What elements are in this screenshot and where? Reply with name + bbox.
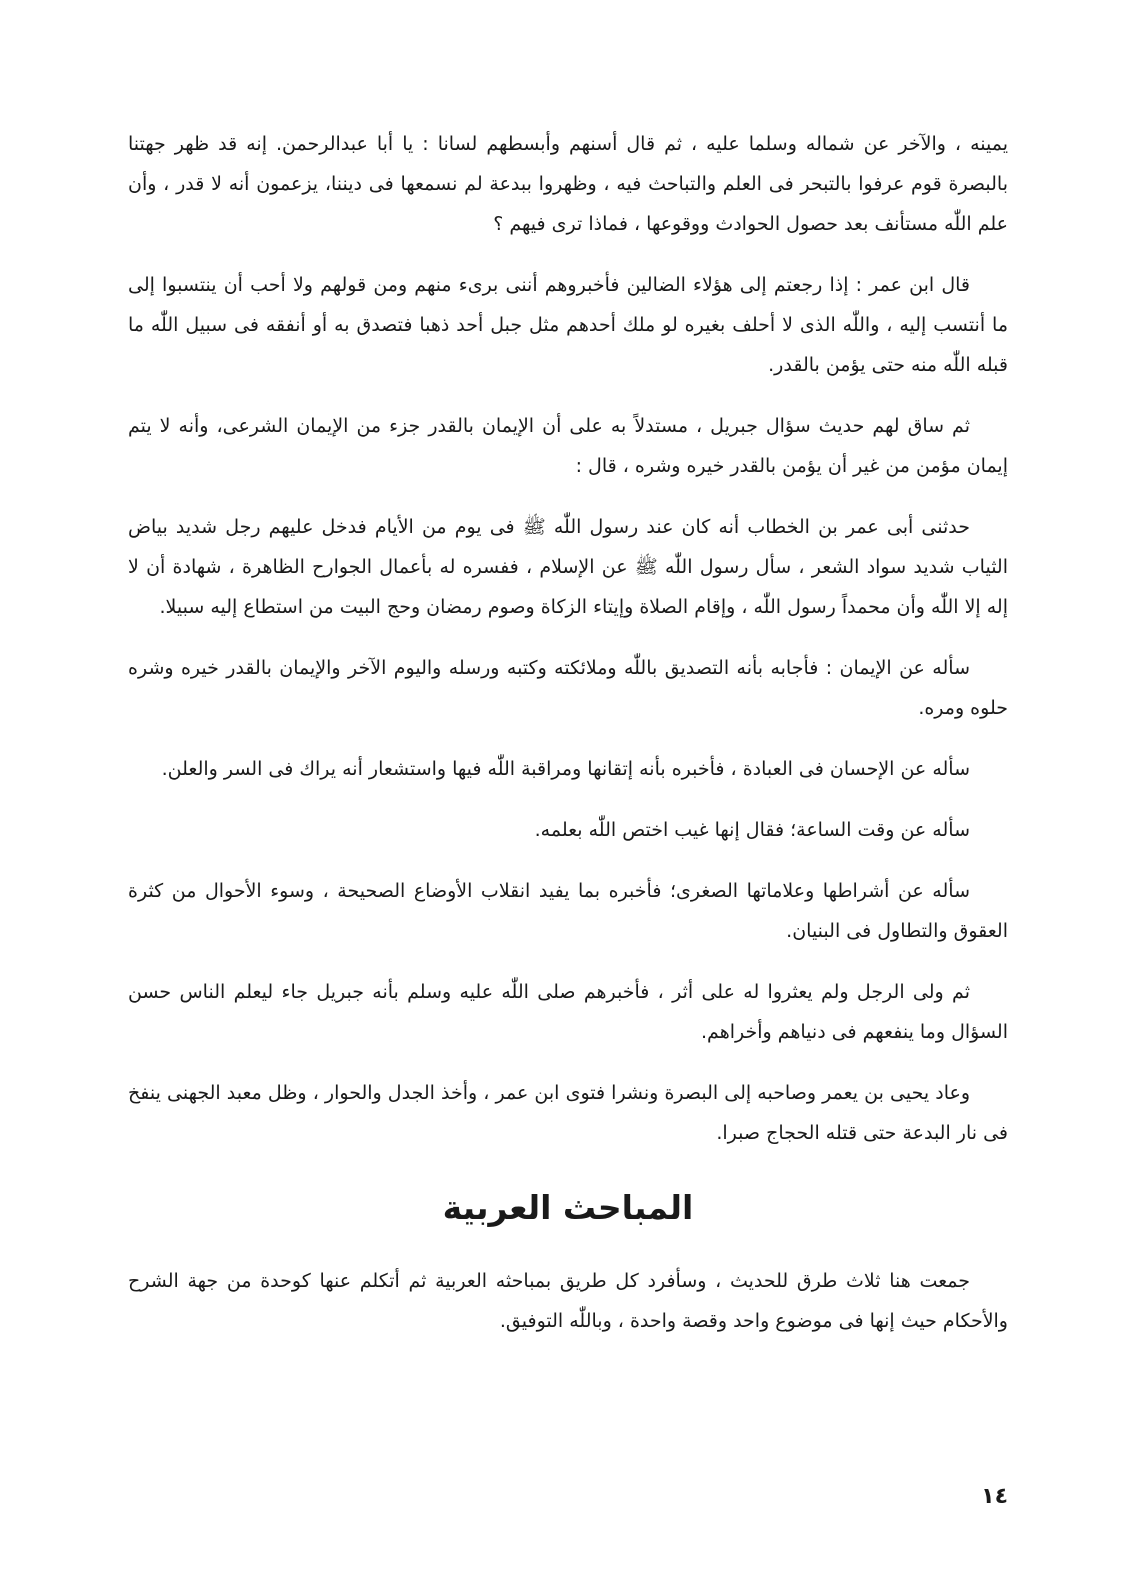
body-paragraph: سأله عن أشراطها وعلاماتها الصغرى؛ فأخبره بما يفيد انقلاب الأوضاع الصحيحة ، وسوء الأحوال من كثرة العقوق والتطاول فى البنيان. — [128, 880, 1008, 942]
page-number: ١٤ — [981, 1484, 1008, 1509]
body-paragraph: وعاد يحيى بن يعمر وصاحبه إلى البصرة ونشرا فتوى ابن عمر ، وأخذ الجدل والحوار ، وظل معبد الجهنى ينفخ فى نار البدعة حتى قتله الحجاج صبرا. — [128, 1082, 1008, 1144]
body-paragraph: حدثنى أبى عمر بن الخطاب أنه كان عند رسول اللّٰه ﷺ فى يوم من الأيام فدخل عليهم رجل شديد بياض الثياب شديد سواد الشعر ، سأل رسول اللّٰه ﷺ عن الإسلام ، ففسره له بأعمال الجوارح الظاهرة ، شهادة أن لا إله إلا اللّٰه وأن محمداً رسول اللّٰه ، وإقام الصلاة وإيتاء الزكاة وصوم رمضان وحج البيت من استطاع إليه سبيلا. — [128, 516, 1008, 618]
section-heading: المباحث العربية — [442, 1188, 694, 1227]
body-paragraph: يمينه ، والآخر عن شماله وسلما عليه ، ثم قال أسنهم وأبسطهم لسانا : يا أبا عبدالرحمن. إنه قد ظهر جهتنا بالبصرة قوم عرفوا بالتبحر فى العلم والتباحث فيه ، وظهروا ببدعة لم نسمعها فى ديننا، يزعمون أنه لا قدر ، وأن علم اللّٰه مستأنف بعد حصول الحوادث ووقوعها ، فماذا ترى فيهم ؟ — [128, 133, 1008, 235]
body-paragraph: سأله عن الإيمان : فأجابه بأنه التصديق باللّٰه وملائكته وكتبه ورسله واليوم الآخر والإيمان بالقدر خيره وشره حلوه ومره. — [128, 657, 1008, 719]
body-paragraph: ثم ولى الرجل ولم يعثروا له على أثر ، فأخبرهم صلى اللّٰه عليه وسلم بأنه جبريل جاء ليعلم الناس حسن السؤال وما ينفعهم فى دنياهم وأخراهم. — [128, 981, 1008, 1043]
body-paragraph: سأله عن وقت الساعة؛ فقال إنها غيب اختص اللّٰه بعلمه. — [534, 819, 970, 841]
body-paragraph: ثم ساق لهم حديث سؤال جبريل ، مستدلاً به على أن الإيمان بالقدر جزء من الإيمان الشرعى، وأنه لا يتم إيمان مؤمن من غير أن يؤمن بالقدر خيره وشره ، قال : — [128, 415, 1008, 477]
body-paragraph: سأله عن الإحسان فى العبادة ، فأخبره بأنه إتقانها ومراقبة اللّٰه فيها واستشعار أنه يراك فى السر والعلن. — [161, 758, 970, 780]
body-paragraph: قال ابن عمر : إذا رجعتم إلى هؤلاء الضالين فأخبروهم أننى برىء منهم ومن قولهم ولا أحب أن ينتسبوا إلى ما أنتسب إليه ، واللّٰه الذى لا أحلف بغيره لو ملك أحدهم مثل جبل أحد ذهبا فتصدق به أو أنفقه فى سبيل اللّٰه ما قبله اللّٰه منه حتى يؤمن بالقدر. — [128, 274, 1008, 376]
page-body — [128, 124, 1008, 1362]
closing-paragraph: جمعت هنا ثلاث طرق للحديث ، وسأفرد كل طريق بمباحثه العربية ثم أتكلم عنها كوحدة من جهة الشرح والأحكام حيث إنها فى موضوع واحد وقصة واحدة ، وباللّٰه التوفيق. — [128, 1270, 1008, 1332]
